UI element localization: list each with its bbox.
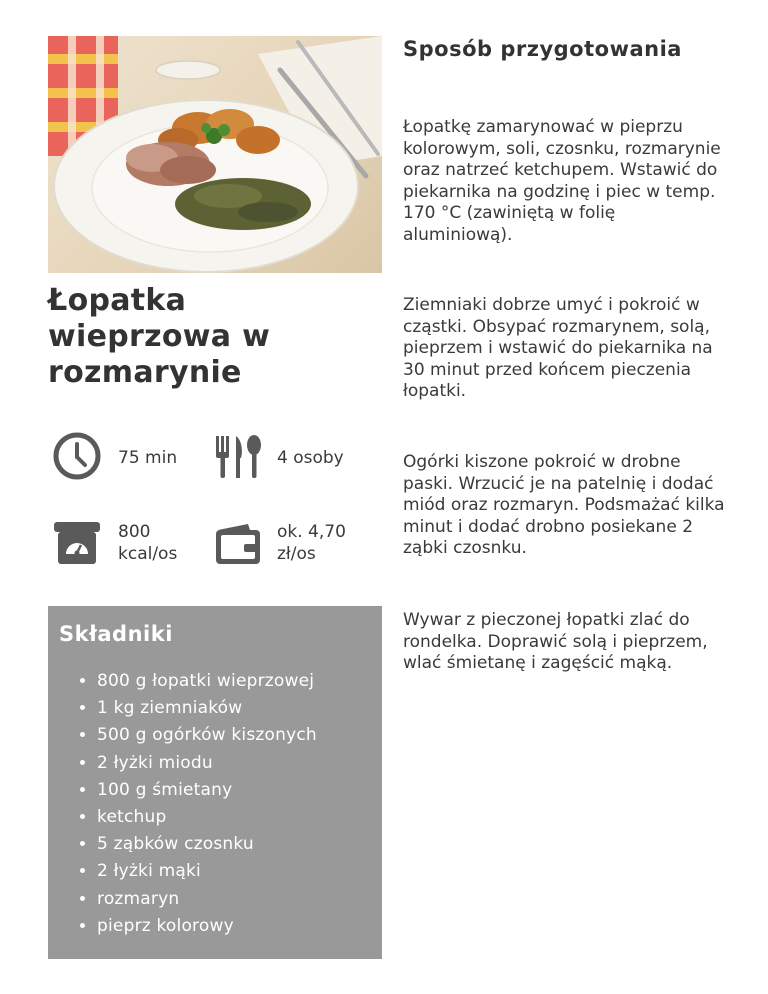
cutlery-icon — [210, 428, 266, 484]
ingredient-item: • 100 g śmietany — [97, 777, 370, 804]
calories — [118, 521, 188, 565]
wallet-icon — [210, 516, 266, 572]
prep-time: 75 min — [118, 448, 178, 468]
cost-value: ok. 4,70 zł/os — [277, 522, 346, 564]
ingredient-item: • 1 kg ziemniaków — [97, 695, 370, 722]
ingredient-item: • 2 łyżki mąki — [97, 858, 370, 885]
ingredients-list — [59, 668, 370, 940]
cost — [277, 521, 365, 565]
ingredient-item: • 5 ząbków czosnku — [97, 831, 370, 858]
calories-value: 800 kcal/os — [118, 522, 178, 564]
ingredient-item: • pieprz kolorowy — [97, 913, 370, 940]
clock-icon — [50, 428, 106, 484]
dish-photo — [48, 36, 382, 273]
method-step: Ogórki kiszone pokroić w drobne paski. Wrzucić je na patelnię i dodać miód oraz rozmaryn. Podsmażać kilka minut i dodać drobno posiekane 2 ząbki czosnku. — [403, 452, 725, 559]
ingredient-item: • 2 łyżki miodu — [97, 750, 370, 777]
method-title: Sposób przygotowania — [403, 37, 682, 61]
ingredients-title: Składniki — [59, 622, 173, 646]
ingredient-item: • 500 g ogórków kiszonych — [97, 722, 370, 749]
ingredient-item: • ketchup — [97, 804, 370, 831]
method-step: Ziemniaki dobrze umyć i pokroić w cząstki. Obsypać rozmarynem, solą, pieprzem i wstawić do piekarnika na 30 minut przed końcem pieczenia łopatki. — [403, 295, 713, 402]
servings: 4 osoby — [277, 448, 344, 468]
ingredients-box — [48, 606, 382, 959]
scale-icon — [50, 516, 106, 572]
recipe-title: Łopatka wieprzowa w rozmarynie — [48, 283, 271, 390]
ingredient-item: • 800 g łopatki wieprzowej — [97, 668, 370, 695]
method-step: Wywar z pieczonej łopatki zlać do rondelka. Doprawić solą i pieprzem, wlać śmietanę i zagęścić mąką. — [403, 610, 708, 674]
ingredient-item: • rozmaryn — [97, 886, 370, 913]
method-step: Łopatkę zamarynować w pieprzu kolorowym, soli, czosnku, rozmarynie oraz natrzeć ketchupem. Wstawić do piekarnika na godzinę i piec w temp. 170 °C (zawiniętą w folię aluminiową). — [403, 117, 721, 245]
